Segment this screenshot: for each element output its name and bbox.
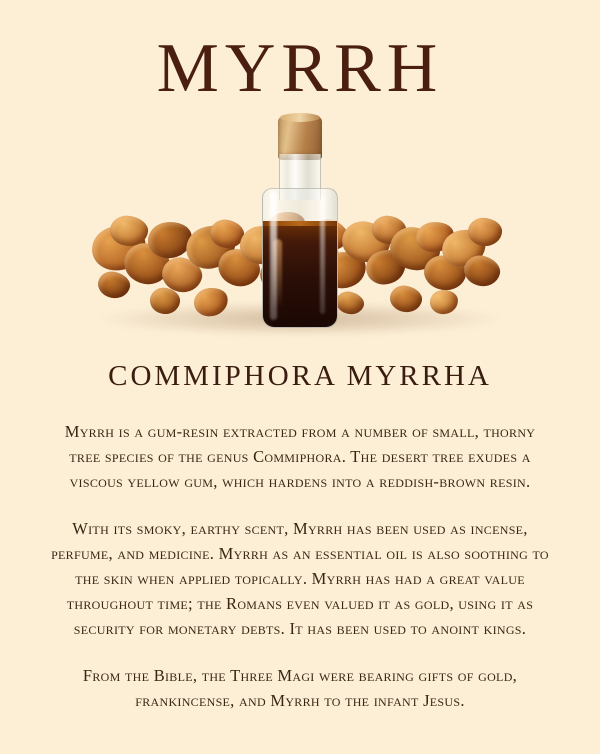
latin-name: COMMIPHORA MYRRHA: [108, 360, 492, 392]
glass-highlight-left: [270, 192, 277, 320]
oil-bottle: [257, 116, 343, 326]
resin-chunk: [388, 283, 424, 314]
resin-chunk: [429, 289, 459, 316]
paragraph-2: With its smoky, earthy scent, Myrrh has been used as incense, perfume, and medicine. Myrrh as an essential oil is also soothing to the skin when applied topically. Myrrh has had a great value throughout time; the Romans even valued it as gold, using it as security for monetary debts. It has been used to anoint kings.: [51, 519, 549, 638]
glass-highlight-right: [320, 196, 325, 314]
paragraph-1: Myrrh is a gum-resin extracted from a number of small, thorny tree species of the genus Commiphora. The desert tree exudes a viscous yellow gum, which hardens into a reddish-brown resin.: [64, 422, 536, 491]
resin-chunk: [191, 285, 230, 319]
myrrh-illustration: [0, 110, 600, 340]
page-title: MYRRH: [156, 30, 444, 107]
paragraph-3: From the Bible, the Three Magi were bearing gifts of gold, frankincense, and Myrrh to the infant Jesus.: [82, 666, 518, 710]
description-text: [50, 419, 550, 713]
